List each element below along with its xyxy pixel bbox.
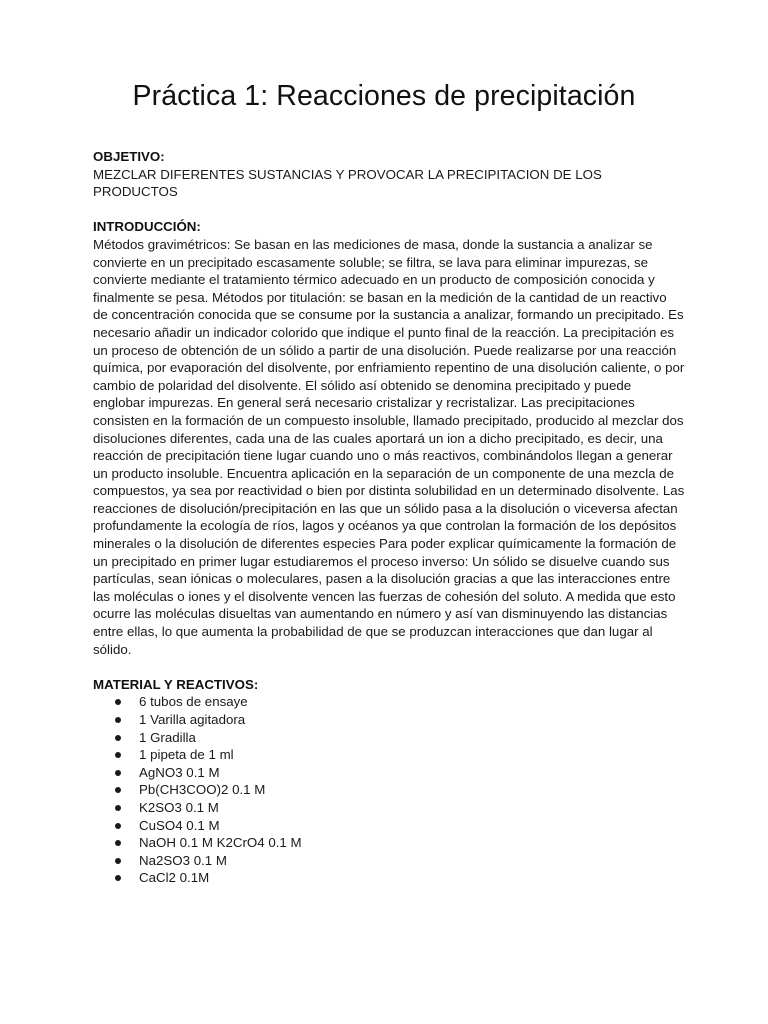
list-item-label: Na2SO3 0.1 M: [139, 852, 227, 868]
bullet-icon: [115, 752, 121, 758]
bullet-icon: [115, 875, 121, 881]
material-list: [93, 693, 685, 887]
list-item: [93, 693, 685, 711]
bullet-icon: [115, 805, 121, 811]
list-item: [93, 711, 685, 729]
objetivo-text: MEZCLAR DIFERENTES SUSTANCIAS Y PROVOCAR LA PRECIPITACION DE LOS PRODUCTOS: [93, 166, 602, 200]
list-item-label: NaOH 0.1 M K2CrO4 0.1 M: [139, 835, 302, 851]
bullet-icon: [115, 823, 121, 829]
list-item-label: 1 pipeta de 1 ml: [139, 747, 234, 763]
list-item: [93, 834, 685, 852]
list-item-label: CaCl2 0.1M: [139, 870, 210, 886]
objetivo-heading: OBJETIVO:: [93, 149, 165, 164]
list-item: [93, 781, 685, 799]
list-item: [93, 764, 685, 782]
introduccion-heading: INTRODUCCIÓN:: [93, 219, 201, 235]
list-item-label: 1 Gradilla: [139, 729, 196, 745]
list-item-label: 1 Varilla agitadora: [139, 712, 246, 727]
list-item-label: AgNO3 0.1 M: [139, 764, 220, 780]
list-item: [93, 869, 685, 887]
bullet-icon: [115, 735, 121, 741]
bullet-icon: [115, 770, 121, 776]
bullet-icon: [115, 787, 121, 793]
list-item-label: K2SO3 0.1 M: [139, 799, 219, 815]
section-spacer: [93, 658, 685, 676]
introduccion-text: Métodos gravimétricos: Se basan en las mediciones de masa, donde la sustancia a analizar se convierte en un precipitado escasamente soluble; se filtra, se lava para eliminar impurezas, se convierte mediante el tratamiento térmico adecuado en un producto de composición conocida y finalmente se pesa. Métodos por titulación: se basan en la medición de la cantidad de un reactivo de concentración conocida que se consume por la sustancia a analizar, formando un precipitado. Es necesario añadir un indicador colorido que indique el punto final de la reacción. La precipitación es un proceso de obtención de un sólido a partir de una disolución. Puede realizarse por una reacción química, por evaporación del disolvente, por enfriamiento repentino de una disolución caliente, o por cambio de polaridad del disolvente. El sólido así obtenido se denomina precipitado y puede englobar impurezas. En general será necesario cristalizar y recristalizar. Las precipitaciones consisten en la formación de un compuesto insoluble, llamado precipitado, producido al mezclar dos disoluciones diferentes, cada una de las cuales aportará un ion a dicho precipitado, es decir, una reacción de precipitación tiene lugar cuando uno o más reactivos, combinándolos llegan a generar un producto insoluble. Encuentra aplicación en la separación de un componente de una mezcla de compuestos, ya sea por reactividad o bien por distinta solubilidad en un determinado disolvente. Las reacciones de disolución/precipitación en las que un sólido pasa a la disolución o viceversa afectan profundamente la ecología de ríos, lagos y océanos ya que controlan la formación de los depósitos minerales o la disolución de diferentes especies Para poder explicar químicamente la formación de un precipitado en primer lugar estudiaremos el proceso inverso: Un sólido se disuelve cuando sus partículas, sean iónicas o moleculares, pasen a la disolución gracias a que las interacciones entre las moléculas o iones y el disolvente vencen las fuerzas de cohesión del soluto. A medida que esto ocurre las moléculas disueltas van aumentando en número y así van disminuyendo las distancias entre ellas, lo que aumenta la probabilidad de que se produzcan interacciones que dan lugar al sólido.: [93, 236, 685, 657]
list-item: [93, 729, 685, 747]
list-item: [93, 852, 685, 870]
document-body: [93, 148, 685, 887]
list-item: [93, 746, 685, 764]
bullet-icon: [115, 840, 121, 846]
list-item: [93, 799, 685, 817]
list-item-label: CuSO4 0.1 M: [139, 817, 220, 833]
bullet-icon: [115, 699, 121, 705]
material-heading: MATERIAL Y REACTIVOS:: [93, 676, 259, 692]
bullet-icon: [115, 858, 121, 864]
bullet-icon: [115, 717, 121, 723]
list-item: [93, 817, 685, 835]
list-item-label: Pb(CH3COO)2 0.1 M: [139, 782, 266, 798]
page-title: Práctica 1: Reacciones de precipitación: [132, 80, 636, 112]
section-spacer: [93, 201, 685, 219]
list-item-label: 6 tubos de ensaye: [139, 694, 248, 710]
